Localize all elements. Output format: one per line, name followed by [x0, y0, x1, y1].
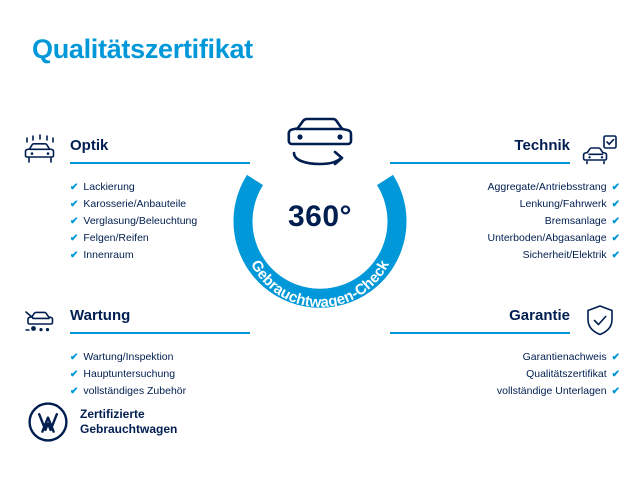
- check-icon: ✔: [611, 351, 620, 363]
- list-item: [70, 349, 250, 366]
- car-wash-icon: [20, 131, 60, 171]
- list-item-label: Karosserie/Anbauteile: [83, 198, 187, 210]
- footer-text: [80, 407, 177, 438]
- list-item-label: Felgen/Reifen: [83, 232, 149, 244]
- list-item-label: Lenkung/Fahrwerk: [519, 198, 607, 210]
- list-item-label: Innenraum: [83, 249, 134, 261]
- list-item: [390, 383, 620, 400]
- list-item-label: Wartung/Inspektion: [83, 351, 174, 363]
- check-icon: ✔: [70, 215, 79, 227]
- check-icon: ✔: [70, 368, 79, 380]
- section-technik-title: Technik: [390, 138, 570, 164]
- check-icon: ✔: [70, 249, 79, 261]
- check-icon: ✔: [611, 385, 620, 397]
- list-item-label: Sicherheit/Elektrik: [522, 249, 607, 261]
- list-item-label: Lackierung: [83, 181, 135, 193]
- 360-check-badge: [215, 112, 425, 322]
- footer-line-1: Zertifizierte: [80, 406, 145, 421]
- list-item: [70, 383, 250, 400]
- car-rotate-icon: [278, 114, 362, 176]
- ring-label: Gebrauchtwagen-Check: [247, 257, 393, 312]
- check-icon: ✔: [611, 215, 620, 227]
- check-icon: ✔: [611, 198, 620, 210]
- check-icon: ✔: [70, 351, 79, 363]
- section-garantie-title: Garantie: [390, 308, 570, 334]
- list-item-label: Hauptuntersuchung: [83, 368, 176, 380]
- check-icon: ✔: [70, 385, 79, 397]
- car-checklist-icon: [580, 131, 620, 171]
- check-icon: ✔: [611, 368, 620, 380]
- list-item-label: Bremsanlage: [544, 215, 607, 227]
- list-item: [70, 366, 250, 383]
- list-item-label: vollständiges Zubehör: [83, 385, 187, 397]
- list-item-label: vollständige Unterlagen: [496, 385, 607, 397]
- car-lift-icon: [20, 301, 60, 341]
- list-item-label: Verglasung/Beleuchtung: [83, 215, 198, 227]
- page-title: Qualitätszertifikat: [32, 34, 253, 64]
- section-wartung-title: Wartung: [70, 308, 250, 334]
- list-item-label: Qualitätszertifikat: [526, 368, 607, 380]
- check-icon: ✔: [611, 181, 620, 193]
- check-icon: ✔: [70, 181, 79, 193]
- list-item: [390, 349, 620, 366]
- section-wartung-list: [20, 349, 250, 400]
- check-icon: ✔: [70, 198, 79, 210]
- section-garantie-list: [390, 349, 620, 400]
- check-icon: ✔: [70, 232, 79, 244]
- check-icon: ✔: [611, 249, 620, 261]
- list-item-label: Unterboden/Abgasanlage: [487, 232, 607, 244]
- vw-logo: [28, 402, 68, 442]
- footer-brand: [28, 402, 177, 442]
- list-item: [390, 366, 620, 383]
- shield-check-icon: [580, 301, 620, 341]
- check-icon: ✔: [611, 232, 620, 244]
- degrees-label: 360°: [287, 200, 353, 233]
- footer-line-2: Gebrauchtwagen: [80, 422, 178, 436]
- list-item-label: Garantienachweis: [522, 351, 607, 363]
- list-item-label: Aggregate/Antriebsstrang: [487, 181, 607, 193]
- section-optik-title: Optik: [70, 138, 250, 164]
- svg-text:Gebrauchtwagen-Check: [247, 257, 393, 311]
